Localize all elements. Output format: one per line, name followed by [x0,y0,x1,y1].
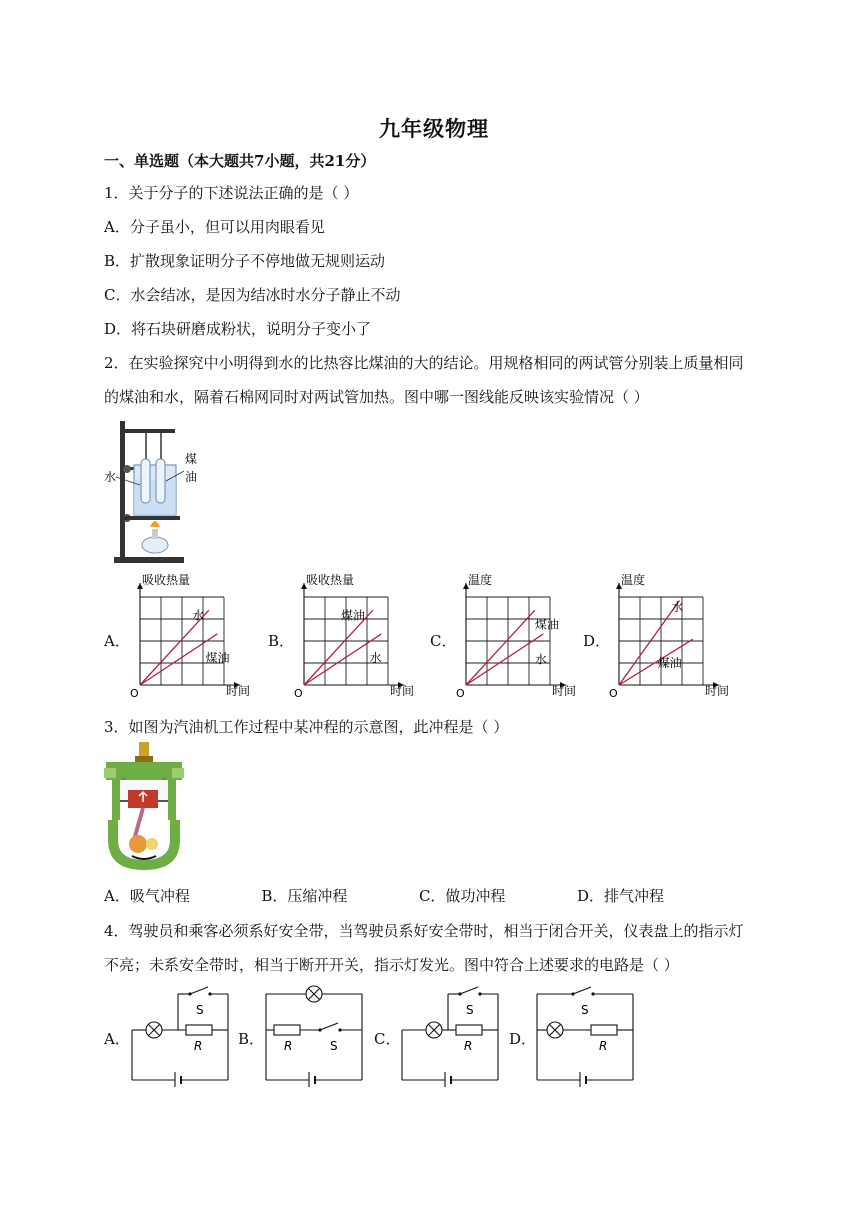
circuit-svg [398,982,504,1087]
graph-lower-label: 水 [369,650,382,665]
resistor-label: R [194,1039,203,1053]
alcohol-burner [142,537,168,553]
graph-origin: O [294,687,303,700]
page-title: 九年级物理 [379,116,489,141]
q3-option-a: A．吸气冲程 [104,887,190,905]
graph-svg [128,572,268,702]
q2-stem-line1: 2．在实验探究中小明得到水的比热容比煤油的大的结论。用规格相同的两试管分别装上质量相同 [104,354,744,372]
stand-rod [120,421,125,563]
q3-option-b: B．压缩冲程 [261,887,348,905]
circuit-svg [128,982,234,1087]
circuit-letter: C． [374,1030,401,1048]
graph-xlabel: 时间 [390,684,415,698]
gauze-support [120,516,180,520]
graph-series-line [466,634,543,685]
test-tube-kerosene [156,459,165,503]
graph-option-a [104,572,269,702]
graph-lower-label: 水 [534,652,547,667]
graph-lower-label: 煤油 [657,656,682,671]
spark-plug [139,742,149,758]
switch-label: S [466,1003,474,1017]
circuit-option-d [509,982,639,1087]
resistor [591,1025,617,1035]
graph-option-d [583,572,748,702]
graph-upper-label: 水 [192,608,205,623]
switch-blade [320,1023,338,1030]
graph-xlabel: 时间 [226,684,251,698]
circuit-option-c [374,982,504,1087]
q1-stem: 1．关于分子的下述说法正确的是（ ） [104,184,359,202]
circuit-letter: D． [509,1030,537,1048]
graph-svg [454,572,594,702]
q2-stem-line2: 的煤油和水，隔着石棉网同时对两试管加热。图中哪一图线能反映该实验情况（ ） [104,388,649,406]
switch-blade [190,987,208,994]
graph-xlabel: 时间 [552,684,577,698]
switch-label: S [196,1003,204,1017]
switch-blade [573,987,591,994]
label-water: 水 [104,470,117,484]
q1-option-b: B．扩散现象证明分子不停地做无规则运动 [104,252,386,270]
switch-label: S [330,1039,338,1053]
q3-option-d: D．排气冲程 [576,887,664,905]
graph-xlabel: 时间 [705,684,730,698]
circuit-svg [533,982,639,1087]
q1-option-c: C．水会结冰，是因为结冰时水分子静止不动 [104,286,401,304]
graph-letter: C． [430,632,457,650]
graph-ylabel: 吸收热量 [142,573,191,587]
heating-apparatus-figure [100,415,210,570]
switch-label: S [581,1003,589,1017]
graph-option-b [268,572,433,702]
crankshaft [129,835,147,853]
graph-svg [292,572,432,702]
flame [150,521,160,527]
q1-option-d: D．将石块研磨成粉状，说明分子变小了 [104,320,372,338]
graph-letter: B． [268,632,295,650]
q4-stem-line2: 不亮；未系安全带时，相当于断开开关，指示灯发光。图中符合上述要求的电路是（ ） [104,956,679,974]
q4-stem-line1: 4．驾驶员和乘客必须系好安全带，当驾驶员系好安全带时，相当于闭合开关，仪表盘上的指示灯 [104,922,744,940]
graph-ylabel: 吸收热量 [306,573,355,587]
circuit-letter: A． [104,1030,130,1048]
q3-option-c: C．做功冲程 [418,887,506,905]
circuit-svg [262,982,368,1087]
test-tube-water [141,459,150,503]
resistor [186,1025,212,1035]
graph-series-line [466,610,535,685]
graph-svg [607,572,747,702]
circuit-option-b [238,982,368,1087]
graph-origin: O [456,687,465,700]
graph-ylabel: 温度 [468,573,493,587]
label-kerosene-bottom: 油 [185,470,198,484]
section-heading: 一、单选题（本大题共7小题，共21分） [104,152,376,170]
cylinder-head [106,762,182,780]
switch-blade [460,987,478,994]
graph-upper-label: 煤油 [340,608,365,623]
resistor [274,1025,300,1035]
resistor [456,1025,482,1035]
label-kerosene-top: 煤 [185,452,198,466]
circuit-option-a [104,982,234,1087]
resistor-label: R [599,1039,608,1053]
graph-origin: O [609,687,618,700]
graph-ylabel: 温度 [621,573,646,587]
q1-option-a: A．分子虽小，但可以用肉眼看见 [104,218,325,236]
graph-option-c [430,572,595,702]
graph-upper-label: 煤油 [534,617,559,632]
graph-lower-label: 煤油 [205,650,230,665]
graph-letter: A． [104,632,130,650]
engine-stroke-figure [100,740,190,875]
resistor-label: R [284,1039,293,1053]
graph-letter: D． [583,632,611,650]
clamp-arm [120,429,175,433]
stand-base [114,557,184,563]
graph-origin: O [130,687,139,700]
circuit-letter: B． [238,1030,265,1048]
resistor-label: R [464,1039,473,1053]
q3-stem: 3．如图为汽油机工作过程中某冲程的示意图，此冲程是（ ） [104,718,509,736]
q3-options [104,885,664,906]
graph-upper-label: 水 [671,599,684,614]
